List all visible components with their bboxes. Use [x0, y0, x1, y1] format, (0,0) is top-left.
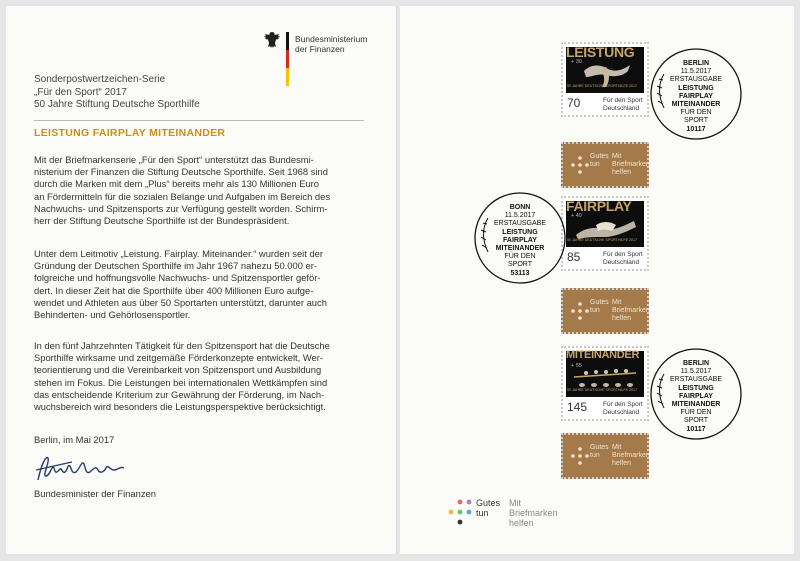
dots-logo-icon	[569, 154, 591, 176]
series-line-2: „Für den Sport“ 2017	[34, 86, 127, 98]
postmark-line: LEISTUNG	[678, 84, 714, 92]
logo-text-right	[509, 498, 558, 528]
ministry-name	[295, 34, 367, 54]
label-text-right	[612, 153, 650, 177]
postmark-line: MITEINANDER	[671, 401, 721, 409]
logo-word: Gutes	[476, 498, 501, 508]
gutes-tun-logo	[446, 496, 586, 536]
label-word: Gutes	[590, 153, 609, 160]
divider	[34, 120, 364, 121]
label-word: tun	[590, 161, 600, 168]
stamp-caption: 50 JAHRE DEUTSCHE SPORTHILFE 2017	[567, 238, 638, 242]
postmark-line: SPORT	[684, 417, 708, 425]
charity-label	[561, 433, 649, 479]
postmark-line: FAIRPLAY	[679, 92, 713, 100]
paragraph	[34, 340, 364, 413]
inscription-line: Deutschland	[603, 104, 640, 112]
text-line: Nachwuchs- und Spitzensports zur Verfügung gestellt worden. Schirm-	[34, 202, 328, 214]
stamp-inscription	[603, 97, 643, 112]
postmark-zip: 10117	[686, 425, 706, 433]
stamp-leistung	[561, 42, 649, 117]
stamp-inscription	[603, 401, 643, 416]
text-line: Gründung der Deutschen Sporthilfe im Jahr 1967 nahezu 50.000 er-	[34, 260, 317, 272]
postmark-line: MITEINANDER	[671, 101, 721, 109]
inscription-line: Deutschland	[603, 258, 640, 266]
dots-logo-icon	[569, 445, 591, 467]
text-line: an Fördermitteln für die sozialen Belange und Aufgaben im Bereich des	[34, 190, 331, 202]
charity-label	[561, 288, 649, 334]
stamp-value: 145	[567, 400, 588, 414]
label-text-left	[590, 444, 609, 460]
text-line: folgreiche und hoffnungsvolle Nachwuchs- und Spitzensportler geför-	[34, 272, 321, 284]
label-word: Mit	[612, 299, 622, 306]
postmark-line: SPORT	[684, 117, 708, 125]
label-word: Gutes	[590, 444, 609, 451]
stamp-fairplay	[561, 196, 649, 271]
postmark-line: FAIRPLAY	[503, 236, 537, 244]
charity-label	[561, 142, 649, 188]
text-line: teorientierung und die Vereinbarkeit von Spitzensport und Ausbildung	[34, 364, 322, 376]
ministry-line-2: der Finanzen	[295, 44, 345, 54]
stamp-value: 85	[567, 250, 581, 264]
text-line: durch die Marken mit dem „Plus“ bereits mehr als 130 Millionen Euro	[34, 178, 320, 190]
label-word: helfen	[612, 169, 632, 176]
label-word: Gutes	[590, 299, 609, 306]
series-line-3: 50 Jahre Stiftung Deutsche Sporthilfe	[34, 99, 200, 110]
dots-logo-icon	[569, 300, 591, 322]
paragraph	[34, 248, 364, 321]
postmark-zip: 53113	[510, 269, 530, 277]
label-word: Briefmarken	[612, 307, 650, 314]
inscription-line: Für den Sport	[603, 401, 643, 408]
stamp-title: LEISTUNG	[566, 44, 635, 60]
logo-word: tun	[476, 508, 489, 518]
postmark-zip: 10117	[686, 125, 706, 133]
postmark-line: ERSTAUSGABE	[670, 376, 722, 384]
logo-text-left	[476, 498, 500, 518]
postmark-line: LEISTUNG	[502, 228, 538, 236]
text-line: Mit der Briefmarkenserie „Für den Sport“ unterstützt das Bundesmi-	[34, 154, 314, 165]
label-text-left	[590, 299, 609, 315]
label-text-left	[590, 153, 609, 169]
logo-word: Briefmarken	[509, 508, 558, 518]
stamp-surcharge: + 40	[571, 213, 582, 219]
stamp-title: MITEINANDER	[566, 349, 640, 361]
postmark-city: BERLIN	[682, 60, 710, 67]
postmark-line: FÜR DEN	[680, 109, 712, 117]
postmark-date: 11.5.2017	[504, 212, 536, 220]
signer-title: Bundesminister der Finanzen	[34, 488, 156, 499]
inscription-line: Für den Sport	[603, 97, 643, 104]
label-word: Mit	[612, 153, 622, 160]
text-line: Behinderten- und Gehörlosensportler.	[34, 309, 191, 321]
label-word: Briefmarken	[612, 161, 650, 168]
text-line: Unter dem Leitmotiv „Leistung. Fairplay. Miteinander.“ wurden seit der	[34, 248, 324, 259]
label-text-right	[612, 299, 650, 323]
logo-word: Mit	[509, 498, 521, 508]
postmark-line: SPORT	[508, 261, 532, 269]
postmark-line: FÜR DEN	[680, 409, 712, 417]
postmark-text	[648, 360, 744, 434]
stamp-caption: 50 JAHRE DEUTSCHE SPORTHILFE 2017	[567, 84, 638, 88]
series-line-1: Sonderpostwertzeichen-Serie	[34, 74, 166, 85]
label-word: Mit	[612, 444, 622, 451]
postmark-line: LEISTUNG	[678, 384, 714, 392]
ministry-line-1: Bundesministerium	[295, 34, 368, 44]
text-line: In den fünf Jahrzehnten Tätigkeit für den Spitzensport hat die Deutsche	[34, 340, 330, 351]
label-text-right	[612, 444, 650, 468]
label-word: tun	[590, 452, 600, 459]
label-word: helfen	[612, 460, 632, 467]
stamp-value: 70	[567, 96, 581, 110]
stamp-surcharge: + 55	[571, 363, 582, 369]
stamp-caption: 50 JAHRE DEUTSCHE SPORTHILFE 2017	[567, 388, 638, 392]
text-line: stehen im Fokus. Die Leistungen bei internationalen Wettkämpfen sind	[34, 376, 328, 388]
german-flag-bar	[286, 32, 289, 86]
label-word: Briefmarken	[612, 452, 650, 459]
postmark-line: MITEINANDER	[495, 245, 545, 253]
text-line: wendet und Athleten aus über 50 Sportarten unterstützt, darunter auch	[34, 296, 327, 308]
ministry-logo	[262, 28, 382, 68]
text-line: Sporthilfe wirksame und zeitgemäße Förderkonzepte entwickelt, Wer-	[34, 352, 324, 364]
text-line: das entscheidende Kriterium zur Gewährung der Förderung, im Nach-	[34, 388, 325, 400]
series-info	[34, 74, 200, 112]
text-line: wuchsbereich wird besonders die Leistungsperspektive berücksichtigt.	[34, 401, 326, 413]
postmark-city: BONN	[509, 204, 531, 211]
stamp-miteinander	[561, 346, 649, 421]
paragraph	[34, 154, 364, 227]
postmark-line: ERSTAUSGABE	[670, 76, 722, 84]
inscription-line: Deutschland	[603, 408, 640, 416]
stamp-surcharge: + 30	[571, 59, 582, 65]
postmark-bonn	[472, 190, 568, 286]
handwritten-signature	[32, 450, 142, 486]
inscription-line: Für den Sport	[603, 251, 643, 258]
postmark-berlin	[648, 46, 744, 142]
stamp-title: FAIRPLAY	[566, 198, 632, 214]
label-word: tun	[590, 307, 600, 314]
label-word: helfen	[612, 315, 632, 322]
postmark-line: ERSTAUSGABE	[494, 220, 546, 228]
postmark-text	[472, 204, 568, 278]
postmark-line: FÜR DEN	[504, 253, 536, 261]
logo-word: helfen	[509, 518, 534, 528]
text-line: dert. In dieser Zeit hat die Sporthilfe über 400 Millionen Euro aufge-	[34, 284, 314, 296]
colored-dots-logo-icon	[446, 498, 474, 526]
federal-eagle-icon	[262, 30, 282, 50]
postmark-date: 11.5.2017	[680, 368, 712, 376]
postmark-text	[648, 60, 744, 134]
text-line: nisterium der Finanzen die Stiftung Deutsche Sporthilfe. Seit 1968 sind	[34, 166, 328, 178]
closing-place-date: Berlin, im Mai 2017	[34, 434, 115, 445]
postmark-berlin	[648, 346, 744, 442]
postmark-date: 11.5.2017	[680, 68, 712, 76]
postmark-city: BERLIN	[682, 360, 710, 367]
stamp-inscription	[603, 251, 643, 266]
text-line: herr der Stiftung Deutsche Sporthilfe ist der Bundespräsident.	[34, 215, 290, 227]
document-heading: LEISTUNG FAIRPLAY MITEINANDER	[34, 127, 226, 139]
postmark-line: FAIRPLAY	[679, 392, 713, 400]
